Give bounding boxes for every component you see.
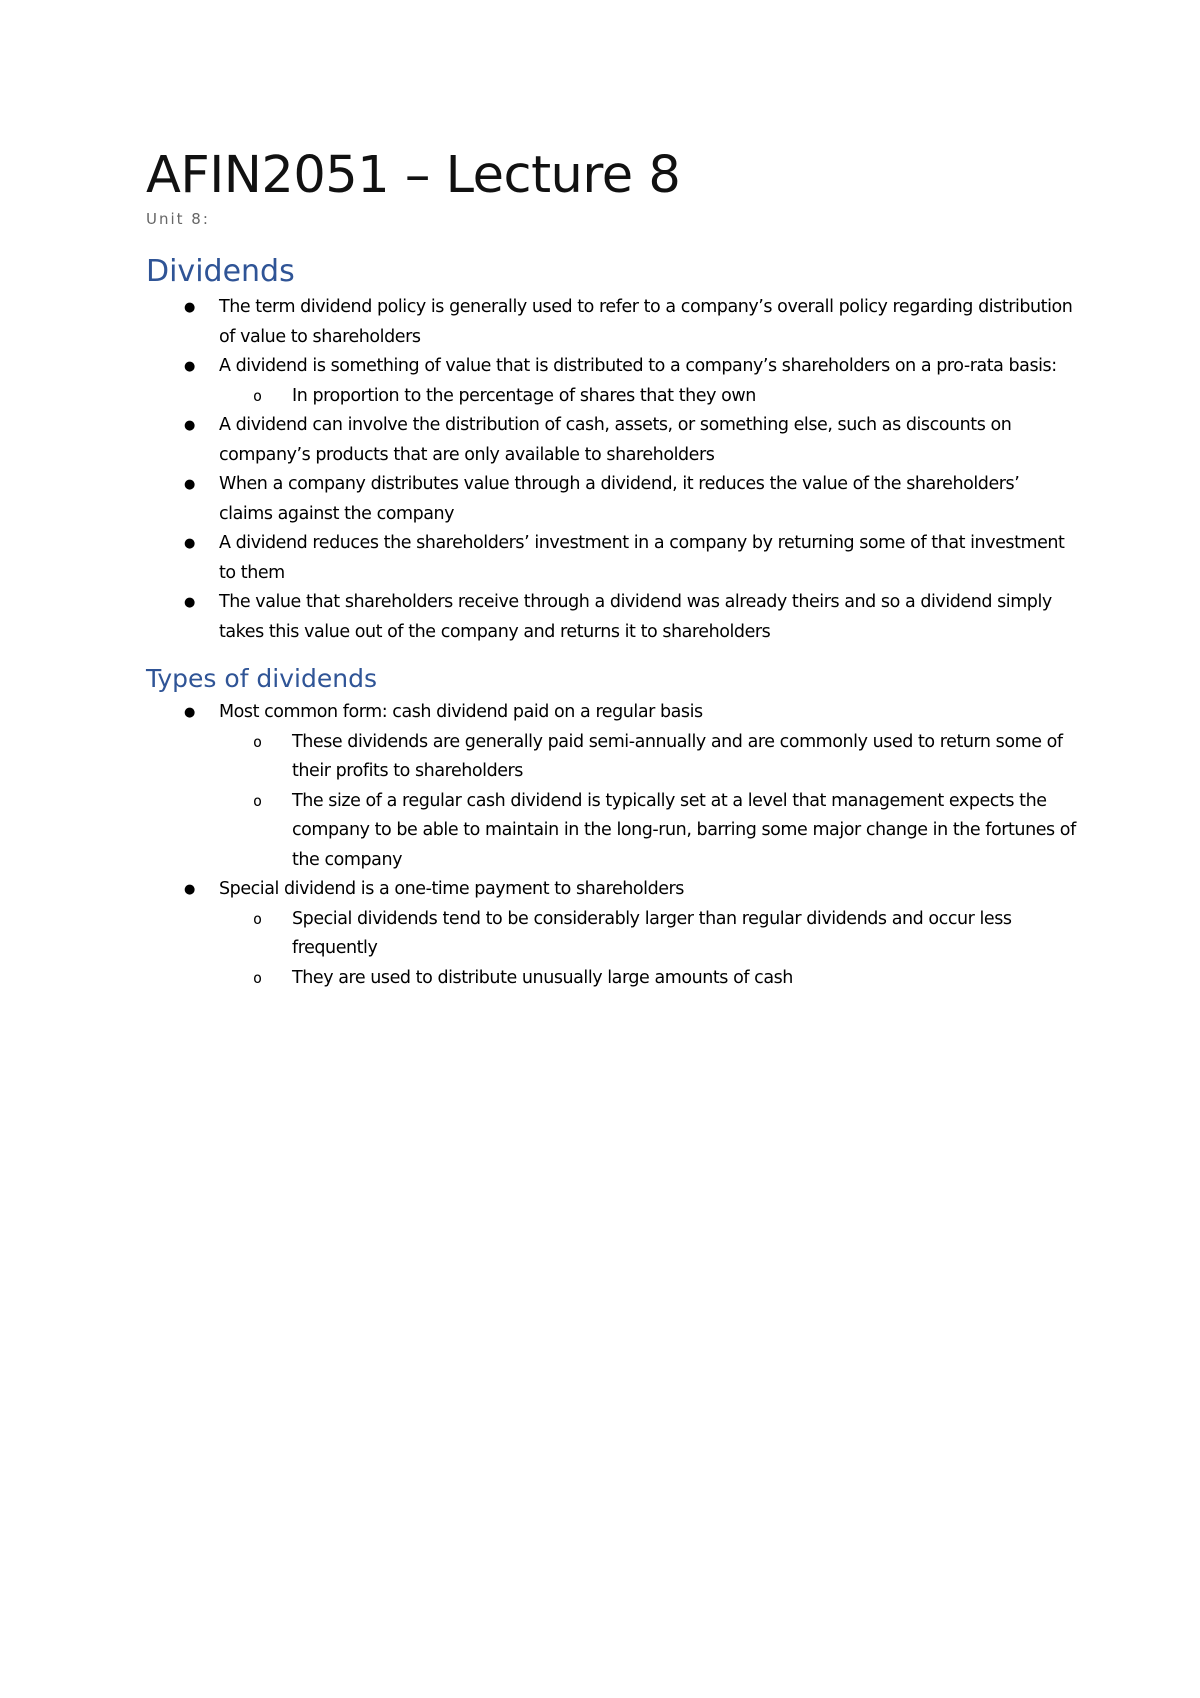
bullet-list xyxy=(146,875,1076,905)
sub-list-item xyxy=(219,905,1076,964)
sub-list-item-text: The size of a regular cash dividend is typically set at a level that management expects the company to be able to maintain in the long-run, barring some major change in the fortunes of the company xyxy=(292,790,1076,870)
sub-bullet-icon: o xyxy=(253,386,262,405)
section-dividends xyxy=(146,253,1076,647)
list-item-text: When a company distributes value through a dividend, it reduces the value of the shareholders’ claims against the company xyxy=(219,474,1020,524)
sub-bullet-icon: o xyxy=(253,968,262,987)
sub-list-item-text: They are used to distribute unusually large amounts of cash xyxy=(292,967,793,988)
bullet-icon: ● xyxy=(184,536,195,551)
bullet-icon: ● xyxy=(184,705,195,720)
sub-list-item xyxy=(219,728,1076,787)
bullet-icon: ● xyxy=(184,418,195,433)
sub-bullet-list xyxy=(219,728,1076,876)
bullet-list xyxy=(146,411,1076,647)
bullet-icon: ● xyxy=(184,300,195,315)
list-item xyxy=(146,529,1076,588)
document-title: AFIN2051 – Lecture 8 xyxy=(146,146,681,205)
sub-list-item-text: These dividends are generally paid semi-annually and are commonly used to return some of their profits to shareholders xyxy=(292,731,1063,781)
list-item-text: A dividend can involve the distribution of cash, assets, or something else, such as discounts on company’s products that are only available to shareholders xyxy=(219,415,1012,465)
list-item xyxy=(146,352,1076,382)
list-item xyxy=(146,588,1076,647)
section-heading: Dividends xyxy=(146,254,295,289)
list-item-text: The value that shareholders receive through a dividend was already theirs and so a dividend simply takes this value out of the company and returns it to shareholders xyxy=(219,592,1052,642)
sub-list-item xyxy=(219,964,1076,994)
sub-list-item xyxy=(219,787,1076,876)
sub-bullet-icon: o xyxy=(253,732,262,751)
list-item xyxy=(146,293,1076,352)
bullet-icon: ● xyxy=(184,359,195,374)
sub-bullet-icon: o xyxy=(253,791,262,810)
list-item xyxy=(146,698,1076,728)
bullet-list xyxy=(146,293,1076,382)
document-subtitle: Unit 8: xyxy=(146,210,210,228)
bullet-icon: ● xyxy=(184,595,195,610)
list-item xyxy=(146,470,1076,529)
sub-list-item-text: In proportion to the percentage of shares that they own xyxy=(292,385,756,406)
list-item-text: Most common form: cash dividend paid on a regular basis xyxy=(219,702,703,722)
sub-list-item xyxy=(219,382,1076,412)
list-item-text: The term dividend policy is generally used to refer to a company’s overall policy regarding distribution of value to shareholders xyxy=(219,297,1073,347)
sub-bullet-list xyxy=(219,905,1076,994)
section-heading: Types of dividends xyxy=(146,664,377,693)
document-content xyxy=(146,144,1076,993)
sub-list-item-text: Special dividends tend to be considerably larger than regular dividends and occur less frequently xyxy=(292,908,1012,958)
section-types-of-dividends xyxy=(146,663,1076,993)
sub-bullet-icon: o xyxy=(253,909,262,928)
bullet-icon: ● xyxy=(184,882,195,897)
list-item-text: A dividend is something of value that is distributed to a company’s shareholders on a pro-rata basis: xyxy=(219,356,1057,376)
list-item-text: Special dividend is a one-time payment to shareholders xyxy=(219,879,684,899)
list-item xyxy=(146,411,1076,470)
sub-bullet-list xyxy=(219,382,1076,412)
list-item-text: A dividend reduces the shareholders’ investment in a company by returning some of that investment to them xyxy=(219,533,1065,583)
bullet-icon: ● xyxy=(184,477,195,492)
bullet-list xyxy=(146,698,1076,728)
list-item xyxy=(146,875,1076,905)
